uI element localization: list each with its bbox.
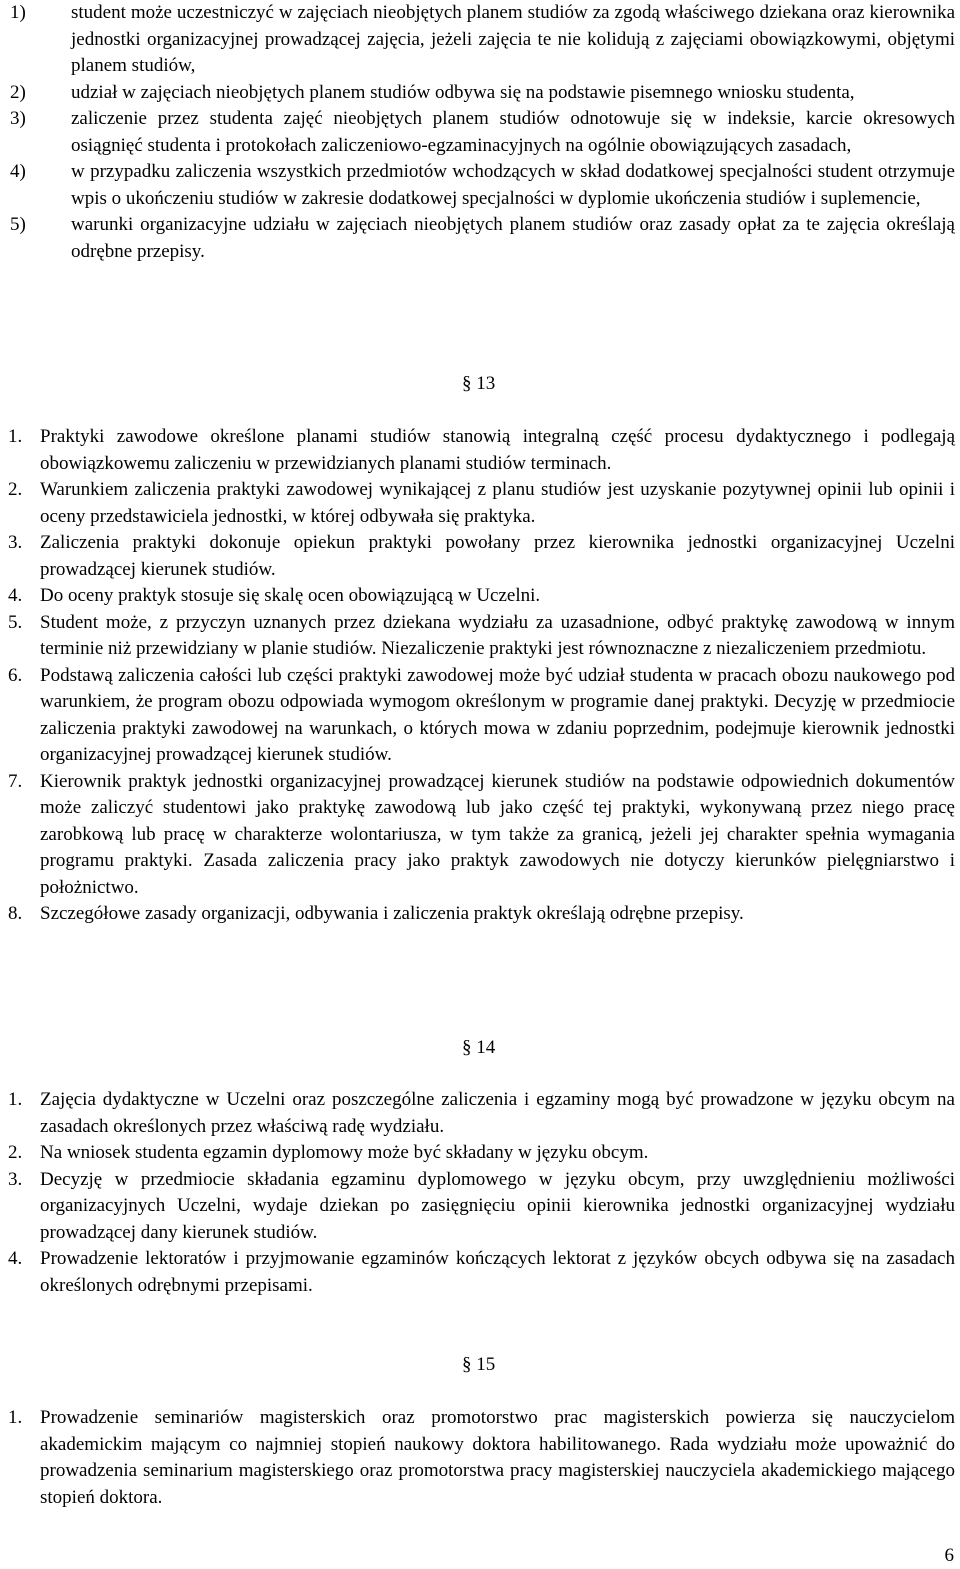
item-number: 4) bbox=[10, 161, 26, 182]
item-text: student może uczestniczyć w zajęciach nieobjętych planem studiów za zgodą właściwego dziekana oraz kierownika jednostki organizacyjnej prowadzącej zajęcia, jeżeli zajęcia te nie kolidują z zajęciami obowiązkowymi, objętymi planem studiów, bbox=[71, 2, 955, 76]
item-number: 8. bbox=[8, 903, 23, 924]
item-number: 7. bbox=[8, 770, 23, 792]
item-text: warunki organizacyjne udziału w zajęciach nieobjętych planem studiów oraz zasady opłat za te zajęcia określają odrębne przepisy. bbox=[71, 214, 955, 262]
item-text: Student może, z przyczyn uznanych przez dziekana wydziału za uzasadnione, odbyć praktykę zawodową w innym terminie niż przewidziany w planie studiów. Niezaliczenie praktyki jest równoznaczne z niezaliczeniem przedmiotu. bbox=[40, 611, 955, 659]
section-14-heading: § 14 bbox=[462, 1037, 496, 1058]
list-item bbox=[0, 80, 955, 107]
item-number: 3. bbox=[8, 1168, 23, 1190]
list-item bbox=[8, 1405, 955, 1511]
section-14-list bbox=[8, 1087, 955, 1299]
list-item bbox=[8, 1087, 955, 1140]
list-item bbox=[8, 1140, 955, 1167]
item-number: 5) bbox=[10, 214, 26, 235]
list-item bbox=[8, 583, 955, 610]
item-text: Zajęcia dydaktyczne w Uczelni oraz poszczególne zaliczenia i egzaminy mogą być prowadzone w języku obcym na zasadach określonych przez właściwą radę wydziału. bbox=[40, 1089, 955, 1137]
item-number: 6. bbox=[8, 664, 23, 686]
item-number: 1) bbox=[10, 2, 26, 23]
item-text: Praktyki zawodowe określone planami studiów stanowią integralną część procesu dydaktycznego i podlegają obowiązkowemu zaliczeniu w przewidzianych planami studiów terminach. bbox=[40, 426, 955, 474]
item-text: udział w zajęciach nieobjętych planem studiów odbywa się na podstawie pisemnego wniosku studenta, bbox=[71, 81, 855, 103]
section-15-heading: § 15 bbox=[462, 1354, 496, 1375]
section-15-list bbox=[8, 1405, 955, 1511]
section-13-heading: § 13 bbox=[462, 373, 496, 394]
item-number: 2. bbox=[8, 1142, 23, 1163]
item-text: Warunkiem zaliczenia praktyki zawodowej wynikającej z planu studiów jest uzyskanie pozytywnej opinii lub opinii i oceny przedstawiciela jednostki, w której odbywała się praktyka. bbox=[40, 479, 955, 527]
item-number: 1. bbox=[8, 1407, 23, 1428]
intro-list bbox=[8, 0, 955, 265]
item-text: Decyzję w przedmiocie składania egzaminu dyplomowego w języku obcym, przy uwzględnieniu możliwości organizacyjnych Uczelni, wydaje dziekan po zasięgnięciu opinii kierownika jednostki organizacyjnej wydziału prowadzącej dany kierunek studiów. bbox=[40, 1168, 955, 1243]
item-text: Na wniosek studenta egzamin dyplomowy może być składany w języku obcym. bbox=[40, 1142, 649, 1163]
list-item bbox=[8, 530, 955, 583]
list-item bbox=[8, 1246, 955, 1299]
list-item bbox=[0, 159, 955, 212]
page-number: 6 bbox=[944, 1544, 954, 1566]
item-text: Zaliczenia praktyki dokonuje opiekun praktyki powołany przez kierownika jednostki organizacyjnej Uczelni prowadzącej kierunek studiów. bbox=[40, 532, 955, 580]
list-item bbox=[8, 424, 955, 477]
item-text: Kierownik praktyk jednostki organizacyjnej prowadzącej kierunek studiów na podstawie odpowiednich dokumentów może zaliczyć studentowi jako praktykę zawodową lub jako część tej praktyki, wykonywaną przez niego pracę zarobkową lub pracę w charakterze wolontariusza, w tym także za granicą, jeżeli jej charakter spełnia wymagania programu praktyki. Zasada zaliczenia pracy jako praktyk zawodowych nie dotyczy kierunków pielęgniarstwo i położnictwo. bbox=[40, 770, 955, 898]
list-item bbox=[0, 106, 955, 159]
item-number: 4. bbox=[8, 585, 23, 606]
item-text: Do oceny praktyk stosuje się skalę ocen obowiązującą w Uczelni. bbox=[40, 585, 541, 606]
list-item bbox=[8, 769, 955, 902]
list-item bbox=[0, 212, 955, 265]
item-number: 1. bbox=[8, 1089, 23, 1110]
list-item bbox=[8, 610, 955, 663]
item-text: Prowadzenie seminariów magisterskich oraz promotorstwo prac magisterskich powierza się nauczycielom akademickim mającym co najmniej stopień naukowy doktora habilitowanego. Rada wydziału może upoważnić do prowadzenia seminarium magisterskiego oraz promotorstwa pracy magisterskiej nauczyciela akademickiego mającego stopień doktora. bbox=[40, 1407, 955, 1508]
item-number: 4. bbox=[8, 1248, 23, 1269]
item-text: Szczegółowe zasady organizacji, odbywania i zaliczenia praktyk określają odrębne przepisy. bbox=[40, 903, 744, 924]
section-13-list bbox=[8, 424, 955, 928]
item-text: zaliczenie przez studenta zajęć nieobjętych planem studiów odnotowuje się w indeksie, karcie okresowych osiągnięć studenta i protokołach zaliczeniowo-egzaminacyjnych na ogólnie obowiązujących zasadach, bbox=[71, 108, 955, 156]
item-number: 3) bbox=[10, 108, 26, 129]
list-item bbox=[8, 901, 955, 928]
item-number: 1. bbox=[8, 426, 23, 447]
item-number: 5. bbox=[8, 611, 23, 633]
item-number: 3. bbox=[8, 532, 23, 553]
list-item bbox=[0, 0, 955, 80]
item-number: 2) bbox=[10, 81, 26, 103]
item-text: Prowadzenie lektoratów i przyjmowanie egzaminów kończących lektorat z języków obcych odbywa się na zasadach określonych odrębnymi przepisami. bbox=[40, 1248, 955, 1296]
list-item bbox=[8, 477, 955, 530]
item-text: w przypadku zaliczenia wszystkich przedmiotów wchodzących w skład dodatkowej specjalności student otrzymuje wpis o ukończeniu studiów w zakresie dodatkowej specjalności w dyplomie ukończenia studiów i suplemencie, bbox=[71, 161, 955, 209]
list-item bbox=[8, 663, 955, 769]
list-item bbox=[8, 1167, 955, 1247]
item-text: Podstawą zaliczenia całości lub części praktyki zawodowej może być udział studenta w pracach obozu naukowego pod warunkiem, że program obozu odpowiada wymogom określonym w programie danej praktyki. Decyzję w przedmiocie zaliczenia praktyki zawodowej na warunkach, o których mowa w zdaniu poprzednim, podejmuje kierownik jednostki organizacyjnej prowadzącej kierunek studiów. bbox=[40, 664, 955, 765]
item-number: 2. bbox=[8, 479, 23, 500]
